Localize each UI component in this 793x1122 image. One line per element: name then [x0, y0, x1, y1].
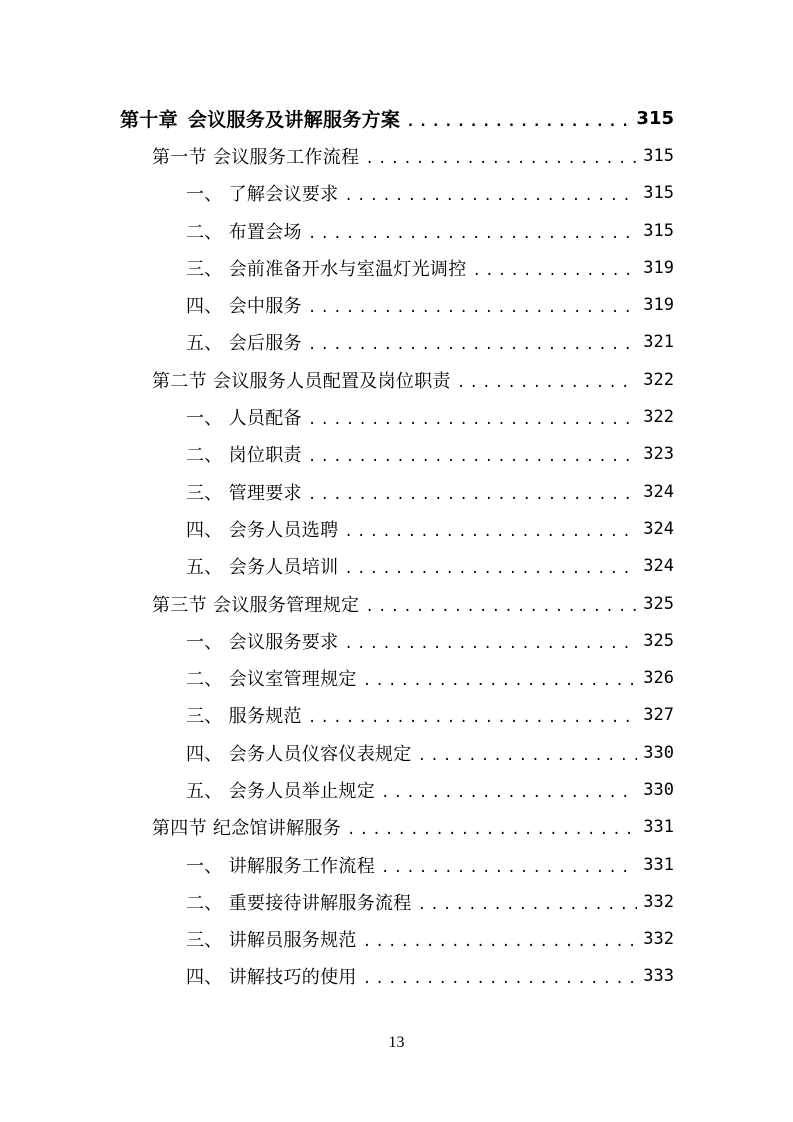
toc-entry-title — [186, 926, 357, 952]
toc-entry-number: 一、 — [186, 631, 223, 653]
toc-entry-number: 五、 — [186, 557, 223, 579]
toc-dot-leader — [344, 525, 637, 539]
toc-entry-text: 会务人员选聘 — [228, 519, 339, 541]
toc-entry-number: 第二节 — [152, 370, 207, 392]
toc-entry-text: 会务人员举止规定 — [228, 780, 376, 802]
toc-entry-title — [152, 367, 451, 393]
toc-subsection-entry[interactable] — [0, 771, 793, 808]
toc-dot-leader — [365, 600, 637, 614]
toc-subsection-entry[interactable] — [0, 324, 793, 361]
toc-section-entry[interactable] — [0, 585, 793, 622]
toc-entry-page: 315 — [643, 145, 674, 166]
toc-subsection-entry[interactable] — [0, 473, 793, 510]
toc-dot-leader — [308, 301, 637, 315]
toc-entry-number: 二、 — [186, 221, 223, 243]
toc-entry-text: 会议服务要求 — [228, 631, 339, 653]
toc-entry-number: 第一节 — [152, 146, 207, 168]
toc-entry-title — [186, 441, 302, 467]
toc-entry-page: 332 — [643, 891, 674, 912]
toc-dot-leader — [473, 264, 638, 278]
toc-entry-number: 第三节 — [152, 594, 207, 616]
toc-dot-leader — [418, 749, 638, 763]
toc-entry-title — [186, 329, 302, 355]
toc-dot-leader — [406, 115, 630, 129]
toc-dot-leader — [418, 898, 638, 912]
toc-subsection-entry[interactable] — [0, 398, 793, 435]
toc-entry-text: 重要接待讲解服务流程 — [228, 892, 412, 914]
toc-entry-text: 会议服务工作流程 — [212, 146, 360, 168]
toc-entry-text: 布置会场 — [228, 221, 302, 243]
toc-entry-number: 四、 — [186, 743, 223, 765]
toc-entry-title — [152, 814, 341, 840]
toc-dot-leader — [308, 227, 637, 241]
toc-entry-title — [186, 628, 338, 654]
toc-subsection-entry[interactable] — [0, 921, 793, 958]
toc-subsection-entry[interactable] — [0, 436, 793, 473]
toc-entry-page: 324 — [643, 518, 674, 539]
toc-entry-text: 会议服务管理规定 — [212, 594, 360, 616]
toc-entry-page: 315 — [643, 183, 674, 204]
toc-subsection-entry[interactable] — [0, 212, 793, 249]
toc-entry-text: 服务规范 — [228, 706, 302, 728]
toc-entry-page: 319 — [643, 295, 674, 316]
toc-entry-page: 322 — [643, 407, 674, 428]
toc-entry-title — [186, 180, 338, 206]
toc-dot-leader — [344, 637, 637, 651]
toc-entry-title — [186, 404, 302, 430]
toc-subsection-entry[interactable] — [0, 510, 793, 547]
toc-entry-page: 321 — [643, 332, 674, 353]
table-of-contents — [0, 100, 793, 995]
toc-dot-leader — [308, 711, 637, 725]
toc-entry-number: 三、 — [186, 706, 223, 728]
toc-entry-text: 岗位职责 — [228, 445, 302, 467]
toc-entry-number: 二、 — [186, 445, 223, 467]
toc-entry-number: 二、 — [186, 892, 223, 914]
toc-entry-page: 327 — [643, 705, 674, 726]
toc-dot-leader — [381, 861, 637, 875]
toc-entry-title — [186, 777, 375, 803]
toc-entry-title — [152, 591, 359, 617]
toc-entry-number: 四、 — [186, 296, 223, 318]
toc-entry-text: 讲解服务工作流程 — [228, 855, 376, 877]
toc-dot-leader — [308, 450, 637, 464]
toc-entry-text: 了解会议要求 — [228, 184, 339, 206]
toc-subsection-entry[interactable] — [0, 249, 793, 286]
toc-entry-page: 324 — [643, 556, 674, 577]
toc-dot-leader — [308, 413, 637, 427]
toc-entry-page: 331 — [643, 854, 674, 875]
toc-subsection-entry[interactable] — [0, 659, 793, 696]
toc-entry-title — [186, 553, 338, 579]
toc-entry-text: 人员配备 — [228, 408, 302, 430]
toc-entry-number: 第四节 — [152, 818, 207, 840]
toc-dot-leader — [381, 786, 637, 800]
toc-entry-number: 二、 — [186, 669, 223, 691]
toc-entry-text: 会议室管理规定 — [228, 669, 357, 691]
toc-entry-number: 第十章 — [120, 109, 178, 132]
toc-entry-page: 330 — [643, 779, 674, 800]
toc-subsection-entry[interactable] — [0, 175, 793, 212]
toc-entry-text: 会务人员仪容仪表规定 — [228, 743, 412, 765]
toc-entry-number: 一、 — [186, 408, 223, 430]
toc-entry-number: 四、 — [186, 519, 223, 541]
toc-entry-title — [186, 516, 338, 542]
toc-entry-title — [186, 255, 467, 281]
toc-section-entry[interactable] — [0, 137, 793, 174]
toc-entry-number: 一、 — [186, 184, 223, 206]
toc-subsection-entry[interactable] — [0, 734, 793, 771]
toc-entry-number: 三、 — [186, 930, 223, 952]
toc-entry-text: 会议服务人员配置及岗位职责 — [212, 370, 451, 392]
toc-entry-text: 纪念馆讲解服务 — [212, 818, 342, 840]
toc-entry-page: 332 — [643, 929, 674, 950]
toc-entry-page: 322 — [643, 369, 674, 390]
toc-entry-page: 331 — [643, 817, 674, 838]
toc-entry-text: 讲解员服务规范 — [228, 930, 357, 952]
toc-entry-text: 会中服务 — [228, 296, 302, 318]
toc-entry-title — [186, 702, 302, 728]
toc-entry-page: 326 — [643, 668, 674, 689]
toc-entry-text: 会议服务及讲解服务方案 — [187, 109, 401, 132]
toc-entry-title — [186, 479, 302, 505]
toc-entry-text: 会前准备开水与室温灯光调控 — [228, 258, 467, 280]
toc-subsection-entry[interactable] — [0, 846, 793, 883]
toc-entry-page: 315 — [643, 220, 674, 241]
toc-entry-page: 324 — [643, 481, 674, 502]
toc-entry-page: 325 — [643, 630, 674, 651]
toc-entry-page: 323 — [643, 444, 674, 465]
toc-entry-page: 333 — [643, 966, 674, 987]
toc-entry-title — [186, 740, 412, 766]
toc-entry-text: 管理要求 — [228, 482, 302, 504]
toc-entry-title — [152, 143, 359, 169]
toc-dot-leader — [457, 376, 637, 390]
toc-entry-title — [186, 889, 412, 915]
toc-dot-leader — [308, 338, 637, 352]
toc-entry-title — [186, 963, 357, 989]
toc-entry-page: 319 — [643, 257, 674, 278]
toc-entry-title — [186, 218, 302, 244]
toc-entry-page: 315 — [636, 108, 674, 130]
toc-subsection-entry[interactable] — [0, 622, 793, 659]
toc-entry-number: 一、 — [186, 855, 223, 877]
toc-section-entry[interactable] — [0, 809, 793, 846]
toc-dot-leader — [308, 488, 637, 502]
toc-subsection-entry[interactable] — [0, 958, 793, 995]
page-number: 13 — [388, 1034, 405, 1051]
toc-entry-title — [120, 105, 400, 132]
toc-dot-leader — [347, 823, 637, 837]
toc-dot-leader — [365, 152, 637, 166]
toc-entry-number: 三、 — [186, 258, 223, 280]
toc-dot-leader — [363, 935, 638, 949]
toc-subsection-entry[interactable] — [0, 883, 793, 920]
toc-section-entry[interactable] — [0, 361, 793, 398]
toc-subsection-entry[interactable] — [0, 548, 793, 585]
toc-dot-leader — [363, 674, 638, 688]
toc-entry-title — [186, 292, 302, 318]
toc-entry-number: 五、 — [186, 780, 223, 802]
toc-dot-leader — [344, 189, 637, 203]
toc-entry-page: 325 — [643, 593, 674, 614]
toc-dot-leader — [363, 972, 638, 986]
toc-entry-text: 会务人员培训 — [228, 557, 339, 579]
toc-dot-leader — [344, 562, 637, 576]
toc-entry-number: 三、 — [186, 482, 223, 504]
toc-chapter-entry[interactable] — [0, 100, 793, 137]
toc-entry-text: 会后服务 — [228, 333, 302, 355]
toc-entry-number: 五、 — [186, 333, 223, 355]
toc-entry-number: 四、 — [186, 967, 223, 989]
toc-entry-page: 330 — [643, 742, 674, 763]
toc-entry-title — [186, 852, 375, 878]
toc-subsection-entry[interactable] — [0, 286, 793, 323]
toc-entry-title — [186, 665, 357, 691]
toc-subsection-entry[interactable] — [0, 697, 793, 734]
toc-entry-text: 讲解技巧的使用 — [228, 967, 357, 989]
